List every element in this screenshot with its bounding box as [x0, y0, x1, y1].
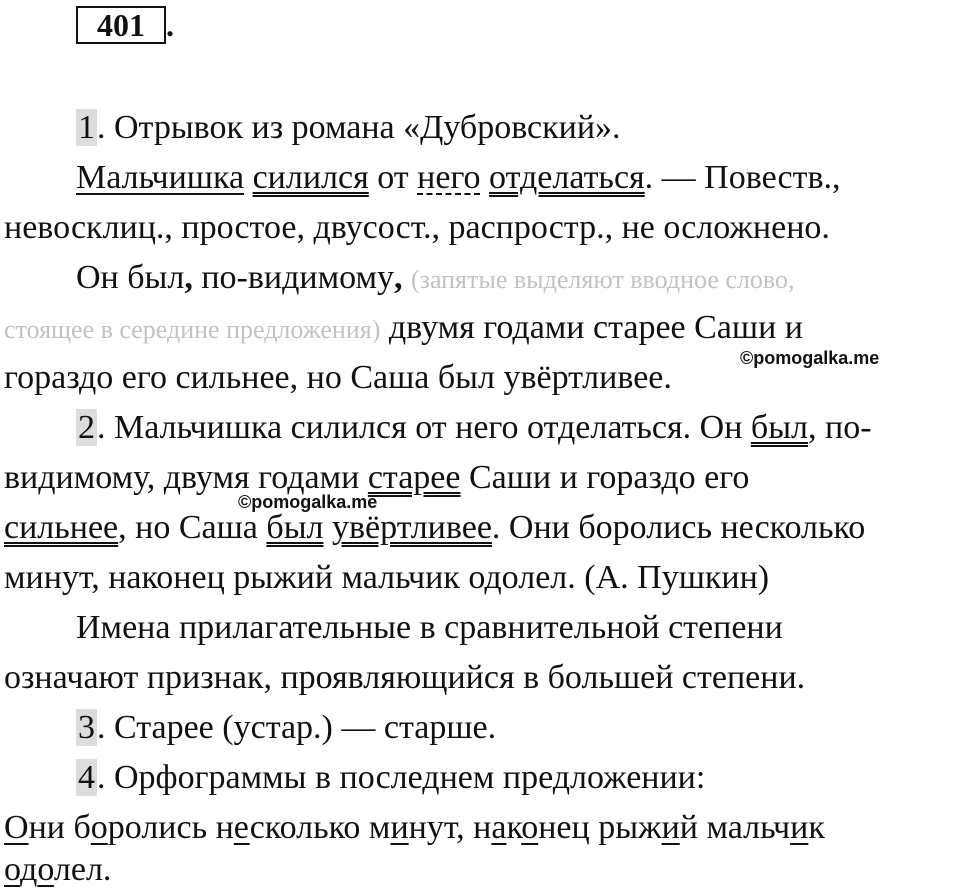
exercise-number: 401: [76, 6, 166, 44]
object-word: него: [417, 159, 481, 196]
predicate-word: сильнее: [4, 509, 119, 546]
subject-word: Мальчишка: [76, 159, 245, 196]
predicate-word: увёртливее: [332, 509, 492, 546]
s2-start: Он был: [76, 259, 185, 296]
orthogram-letter: о: [37, 851, 54, 888]
item3-line: [76, 704, 496, 752]
orthogram-text: лел.: [53, 851, 112, 888]
predicate-part-word: силился: [252, 159, 369, 196]
item1-number: 1: [78, 109, 95, 146]
orthogram-text: к: [506, 809, 522, 846]
s2-intro-word: по-видимому: [192, 259, 395, 296]
item1-sentence2-line2: [4, 304, 803, 354]
item2-text: Саши и гораздо его: [460, 459, 750, 496]
item3-text: . Старее (устар.) — старше.: [97, 709, 497, 746]
item2-number: 2: [78, 409, 95, 446]
orthogram-letter: и: [790, 809, 809, 846]
item2-text: . Мальчишка силился от него отделаться. Он: [97, 409, 751, 446]
orthogram-letter: о: [521, 809, 539, 846]
item2-text: видимому, двумя годами: [4, 459, 368, 496]
exercise-number-dot: .: [166, 7, 174, 43]
s2-note-a: (запятые выделяют вводное слово,: [411, 265, 795, 294]
orthogram-letter: О: [4, 809, 29, 846]
predicate-word: был: [266, 509, 324, 546]
orthogram-letter: е: [233, 809, 250, 846]
orthogram-text: ни б: [28, 809, 91, 846]
item1-sentence1-analysis: невосклиц., простое, двусост., распростр., не осложнено.: [4, 209, 830, 246]
item2-rule-line2: означают признак, проявляющийся в большей степени.: [4, 659, 806, 696]
item4-number: 4: [78, 759, 95, 796]
orthogram-letter: а: [491, 809, 507, 846]
item1-sentence2-line1: [76, 254, 795, 304]
orthogram-letter: и: [390, 809, 409, 846]
orthogram-letter: о: [90, 809, 108, 846]
item3-number: 3: [78, 709, 95, 746]
item2-rule-line1: Имена прилагательные в сравнительной степени: [76, 609, 783, 646]
orthogram-text: нут, н: [408, 809, 492, 846]
item2-line3: [4, 504, 865, 552]
watermark: ©pomogalka.me: [238, 492, 378, 512]
item2-text: , по-: [808, 409, 872, 446]
sentence1-tail: . — Повеств.,: [644, 159, 841, 196]
orthogram-line2: [4, 846, 111, 894]
s2-rest1: двумя годами старее Саши и: [380, 309, 803, 346]
orthogram-text: сколько м: [249, 809, 391, 846]
s2-note-b: стоящее в середине предложения): [4, 315, 381, 344]
orthogram-line1: [4, 804, 825, 852]
item2-line1: [76, 404, 872, 452]
item2-text: [324, 509, 333, 546]
item2-line4: минут, наконец рыжий мальчик одолел. (А. Пушкин): [4, 559, 770, 596]
item1-heading: . Отрывок из романа «Дубровский».: [97, 109, 621, 146]
s2-comma: ,: [394, 259, 403, 296]
orthogram-text: к: [808, 809, 825, 846]
item2-text: . Они боролись несколько: [491, 509, 866, 546]
item4-heading-line: [76, 754, 705, 802]
item1-sentence2-line3: гораздо его сильнее, но Саша был увёртливее.: [4, 359, 672, 396]
orthogram-letter: и: [661, 809, 680, 846]
item4-heading: . Орфограммы в последнем предложении:: [97, 759, 706, 796]
predicate-word: старее: [367, 459, 461, 496]
predicate-word: был: [750, 409, 808, 446]
orthogram-text: нец рыж: [538, 809, 662, 846]
s2-comma: ,: [184, 259, 193, 296]
orthogram-text: й мальч: [679, 809, 791, 846]
preposition-word: от: [377, 159, 409, 196]
item1-heading-line: [76, 104, 621, 152]
orthogram-text: д: [20, 851, 38, 888]
watermark: ©pomogalka.me: [740, 348, 880, 368]
item2-text: , но Саша: [118, 509, 267, 546]
item1-sentence1-line: [76, 154, 841, 202]
orthogram-letter: о: [4, 851, 21, 888]
orthogram-text: ролись н: [107, 809, 234, 846]
predicate-part-word: отделаться: [489, 159, 645, 196]
